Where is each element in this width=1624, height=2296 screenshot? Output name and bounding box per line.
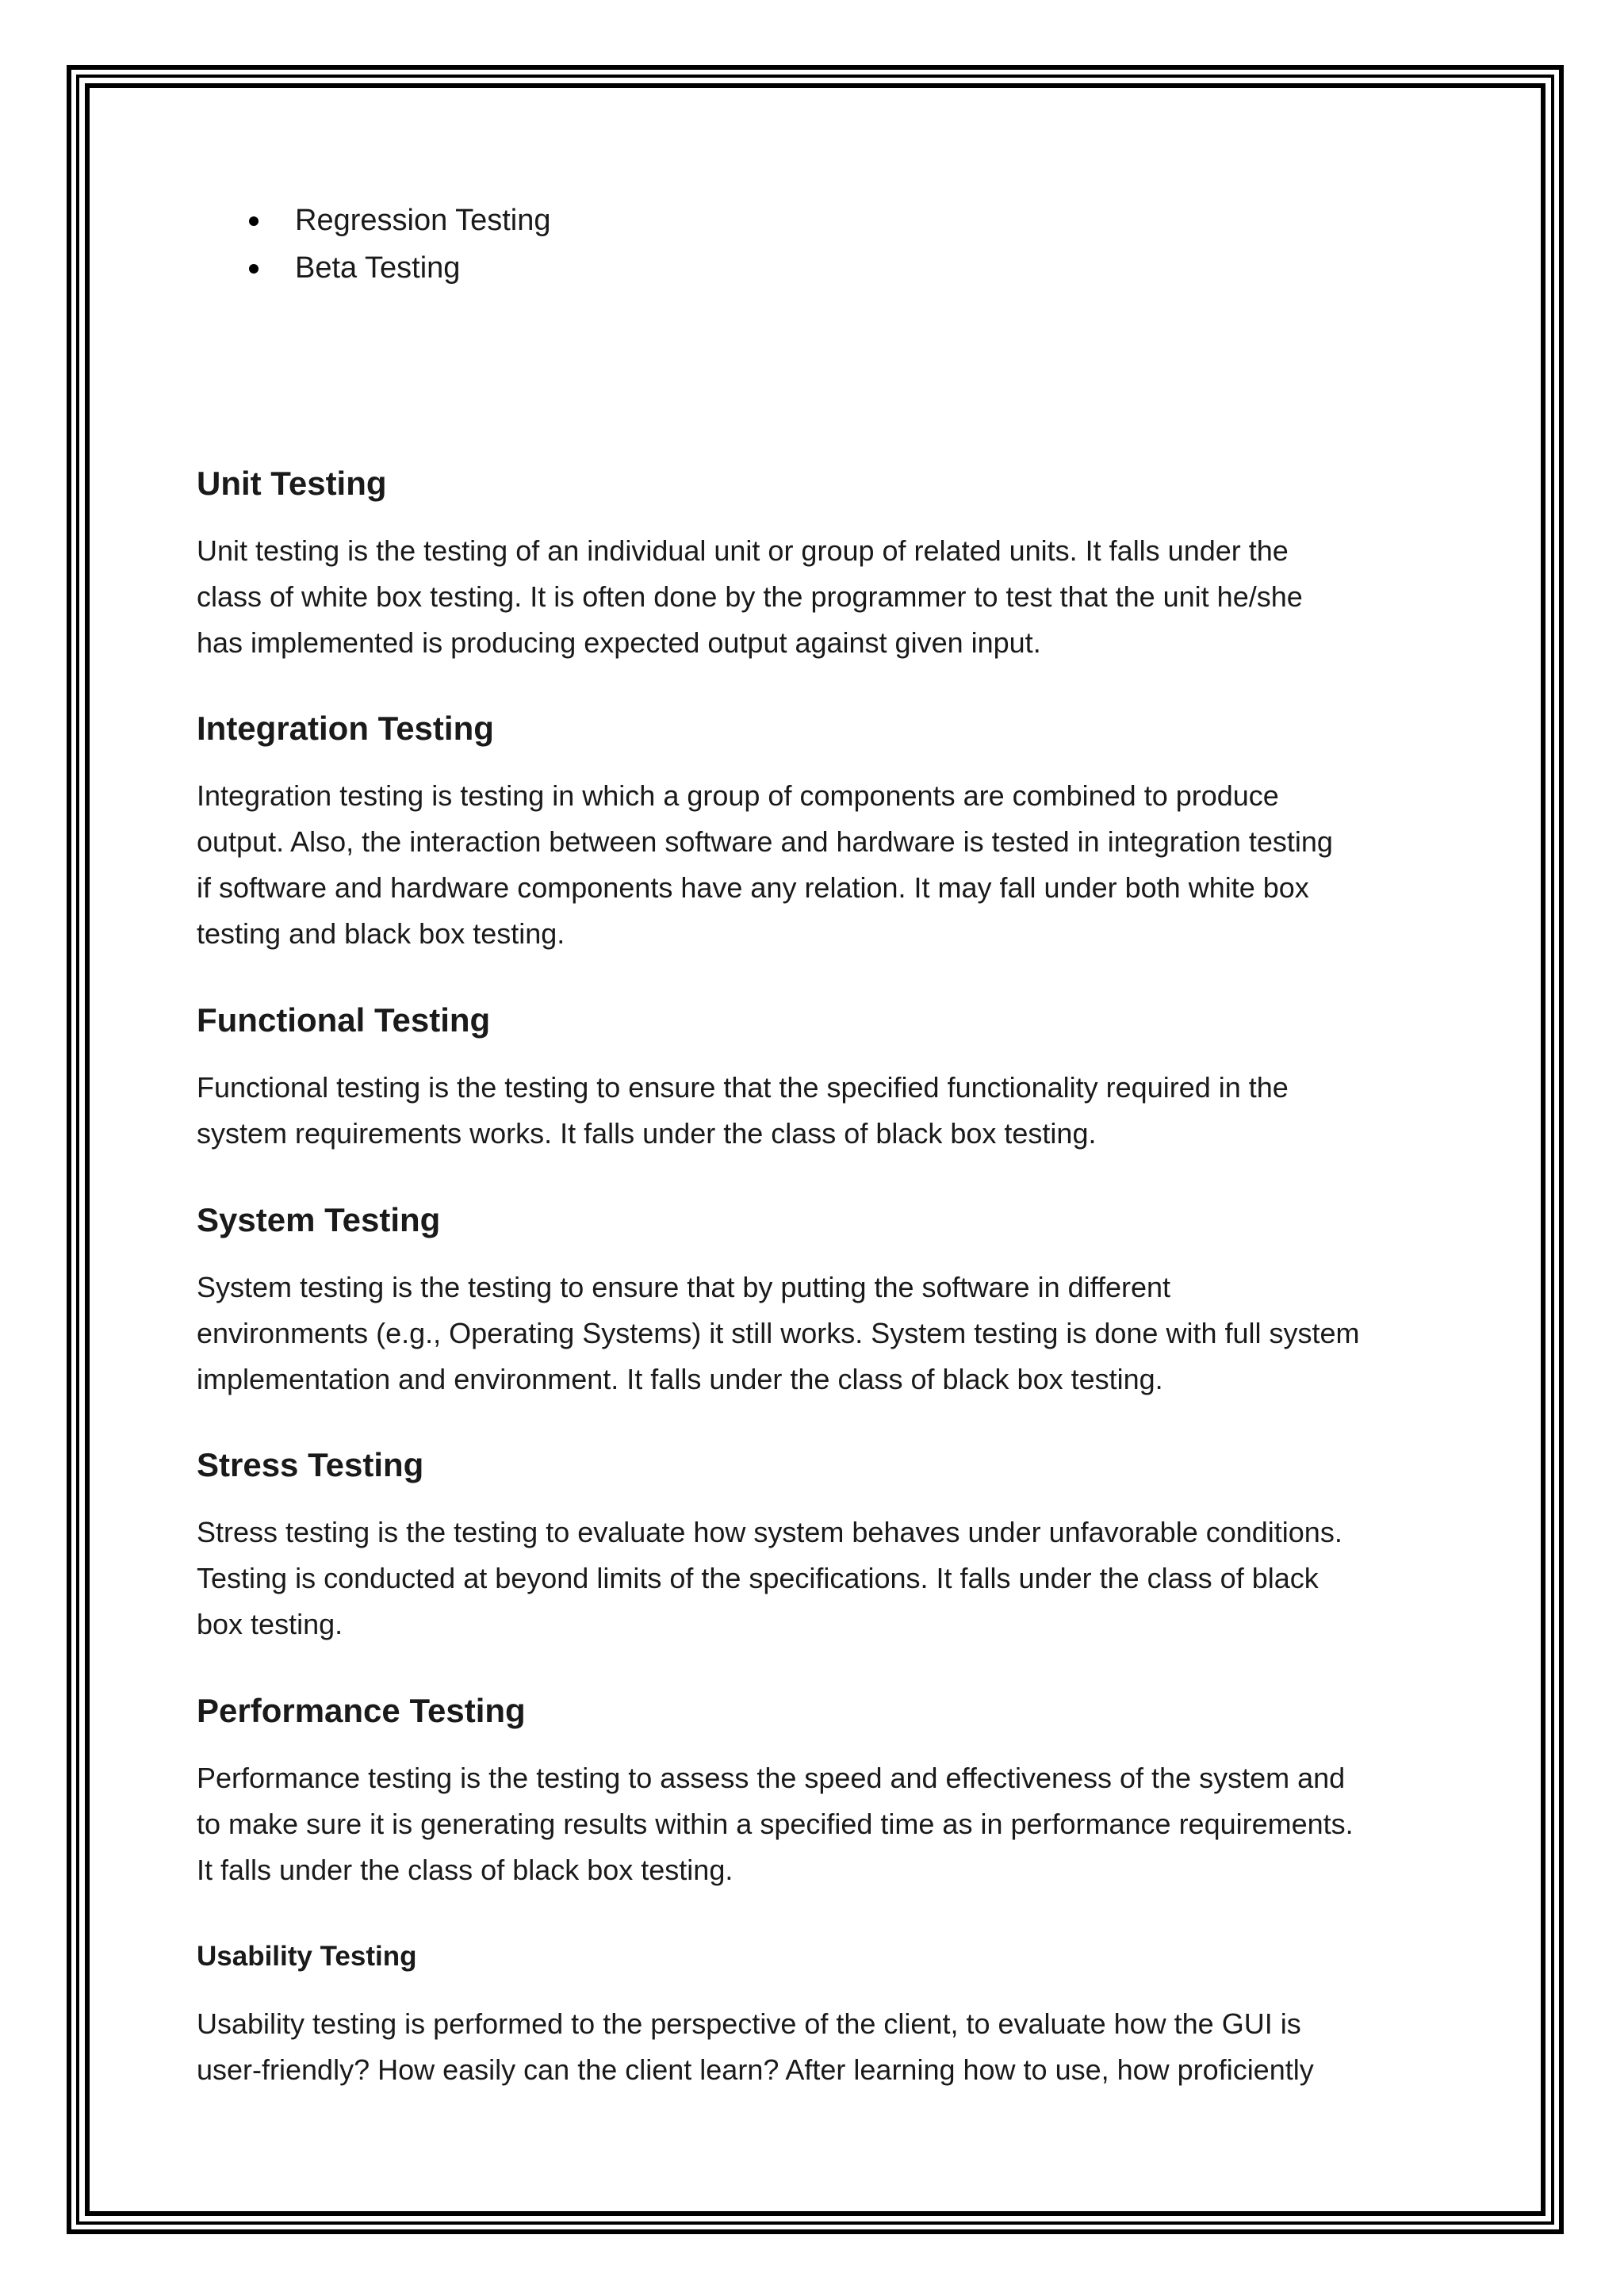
section-heading: Functional Testing [197,1001,491,1039]
section-integration-testing [197,706,1434,957]
section-heading: Performance Testing [197,1692,526,1729]
list-item-beta: Beta Testing [197,244,550,292]
section-performance-testing [197,1689,1434,1893]
section-system-testing [197,1198,1434,1402]
testing-types-list [197,197,550,292]
section-paragraph: Integration testing is testing in which a group of components are combined to produce output. Also, the interaction between software and hardware is tested in integration testing if software and hardware components have any relation. It may fall under both white box testing and black box testing. [197,779,1333,950]
section-heading: System Testing [197,1201,441,1238]
section-paragraph: Usability testing is performed to the perspective of the client, to evaluate how the GUI is user-friendly? How easily can the client learn? After learning how to use, how proficiently [197,2007,1314,2086]
section-paragraph: Functional testing is the testing to ensure that the specified functionality required in the system requirements works. It falls under the class of black box testing. [197,1071,1289,1150]
section-stress-testing [197,1443,1434,1647]
section-usability-testing [197,1934,1434,2093]
section-paragraph: System testing is the testing to ensure that by putting the software in different environments (e.g., Operating Systems) it still works. System testing is done with full system implementation and environment. It falls under the class of black box testing. [197,1271,1360,1395]
section-paragraph: Performance testing is the testing to assess the speed and effectiveness of the system and to make sure it is generating results within a specified time as in performance requirements. It falls under the class of black box testing. [197,1762,1354,1886]
section-heading: Stress Testing [197,1446,424,1483]
section-paragraph: Stress testing is the testing to evaluate how system behaves under unfavorable conditions. Testing is conducted at beyond limits of the specifications. It falls under the class of black box testing. [197,1516,1342,1640]
section-functional-testing [197,998,1434,1157]
section-paragraph: Unit testing is the testing of an individual unit or group of related units. It falls under the class of white box testing. It is often done by the programmer to test that the unit he/she has implemented is producing expected output against given input. [197,534,1303,659]
section-heading: Unit Testing [197,465,387,502]
section-heading: Usability Testing [197,1941,417,1972]
section-unit-testing [197,461,1434,666]
list-item-regression: Regression Testing [197,197,550,244]
section-heading: Integration Testing [197,710,494,747]
